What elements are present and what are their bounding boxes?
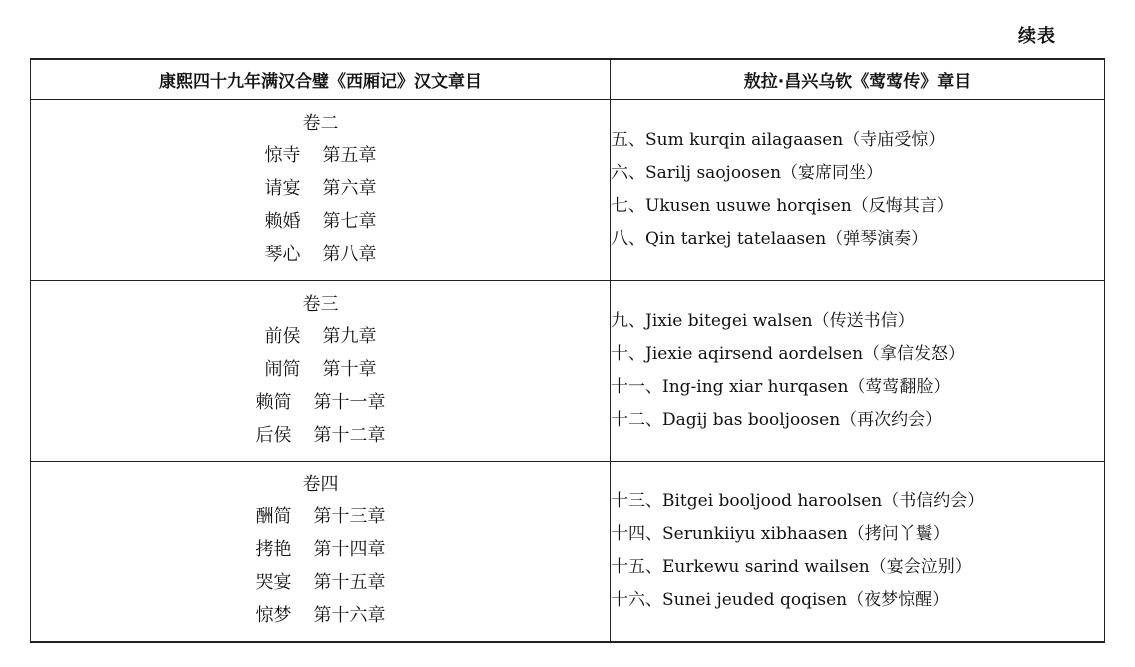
uqin-chapter-entry: 十、Jiexie aqirsend aordelsen（拿信发怒） [611,343,966,364]
chapter-line [31,386,610,419]
chapter-title: 闹简 [264,358,301,380]
chapter-number: 第九章 [322,325,377,347]
chapter-line [31,238,610,271]
uqin-chapter-entry: 九、Jixie bitegei walsen（传送书信） [611,310,915,331]
volume-label: 卷四 [302,474,339,496]
chapter-title: 请宴 [264,177,301,199]
chapter-line [31,566,610,599]
volume-label: 卷三 [302,293,339,315]
chapter-comparison-table [30,58,1105,643]
table-row [31,99,1105,280]
chapter-title: 后侯 [255,424,292,446]
chapter-number: 第十四章 [313,539,386,561]
chapter-number: 第十章 [322,358,377,380]
chapter-line [31,419,610,452]
chapter-title: 前侯 [264,325,301,347]
volume-label: 卷二 [302,112,339,134]
uqin-chapter-entry: 十五、Eurkewu sarind wailsen（宴会泣别） [611,557,972,578]
right-cell [611,99,1105,280]
chapter-line [31,353,610,386]
chapter-title: 惊寺 [264,144,301,166]
uqin-chapter-entry: 五、Sum kurqin ailagaasen（寺庙受惊） [611,129,946,150]
left-cell [31,280,611,461]
uqin-chapter-entry: 十三、Bitgei booljood haroolsen（书信约会） [611,491,985,512]
chapter-title: 惊梦 [255,605,292,627]
chapter-title: 赖婚 [264,210,301,232]
chapter-title: 拷艳 [255,539,292,561]
table-header-row [31,59,1105,99]
right-cell [611,461,1105,642]
right-cell [611,280,1105,461]
uqin-chapter-entry: 七、Ukusen usuwe horqisen（反悔其言） [611,195,954,216]
chapter-number: 第十三章 [313,506,386,528]
chapter-line [31,599,610,632]
chapter-line [31,139,610,172]
chapter-number: 第十二章 [313,424,386,446]
header-right: 敖拉·昌兴乌钦《莺莺传》章目 [611,59,1105,99]
uqin-chapter-entry: 八、Qin tarkej tatelaasen（弹琴演奏） [611,228,929,249]
chapter-line [31,205,610,238]
left-cell [31,99,611,280]
uqin-chapter-entry: 十六、Sunei jeuded qoqisen（夜梦惊醒） [611,590,950,611]
chapter-line [31,500,610,533]
chapter-number: 第十六章 [313,605,386,627]
table-row [31,461,1105,642]
chapter-line [31,320,610,353]
chapter-line [31,533,610,566]
chapter-title: 酬简 [255,506,292,528]
uqin-chapter-entry: 十四、Serunkiiyu xibhaasen（拷问丫鬟） [611,524,950,545]
left-cell [31,461,611,642]
uqin-chapter-entry: 十一、Ing-ing xiar hurqasen（莺莺翻脸） [611,376,951,397]
chapter-number: 第五章 [322,144,377,166]
chapter-number: 第十五章 [313,572,386,594]
chapter-line [31,172,610,205]
table-row [31,280,1105,461]
chapter-title: 哭宴 [255,572,292,594]
chapter-number: 第八章 [322,243,377,265]
header-left: 康熙四十九年满汉合璧《西厢记》汉文章目 [31,59,611,99]
chapter-title: 赖简 [255,391,292,413]
chapter-number: 第七章 [322,210,377,232]
continued-label: 续表 [1018,26,1056,47]
chapter-title: 琴心 [264,243,301,265]
chapter-number: 第十一章 [313,391,386,413]
uqin-chapter-entry: 十二、Dagij bas booljoosen（再次约会） [611,409,943,430]
chapter-number: 第六章 [322,177,377,199]
uqin-chapter-entry: 六、Sarilj saojoosen（宴席同坐） [611,162,884,183]
